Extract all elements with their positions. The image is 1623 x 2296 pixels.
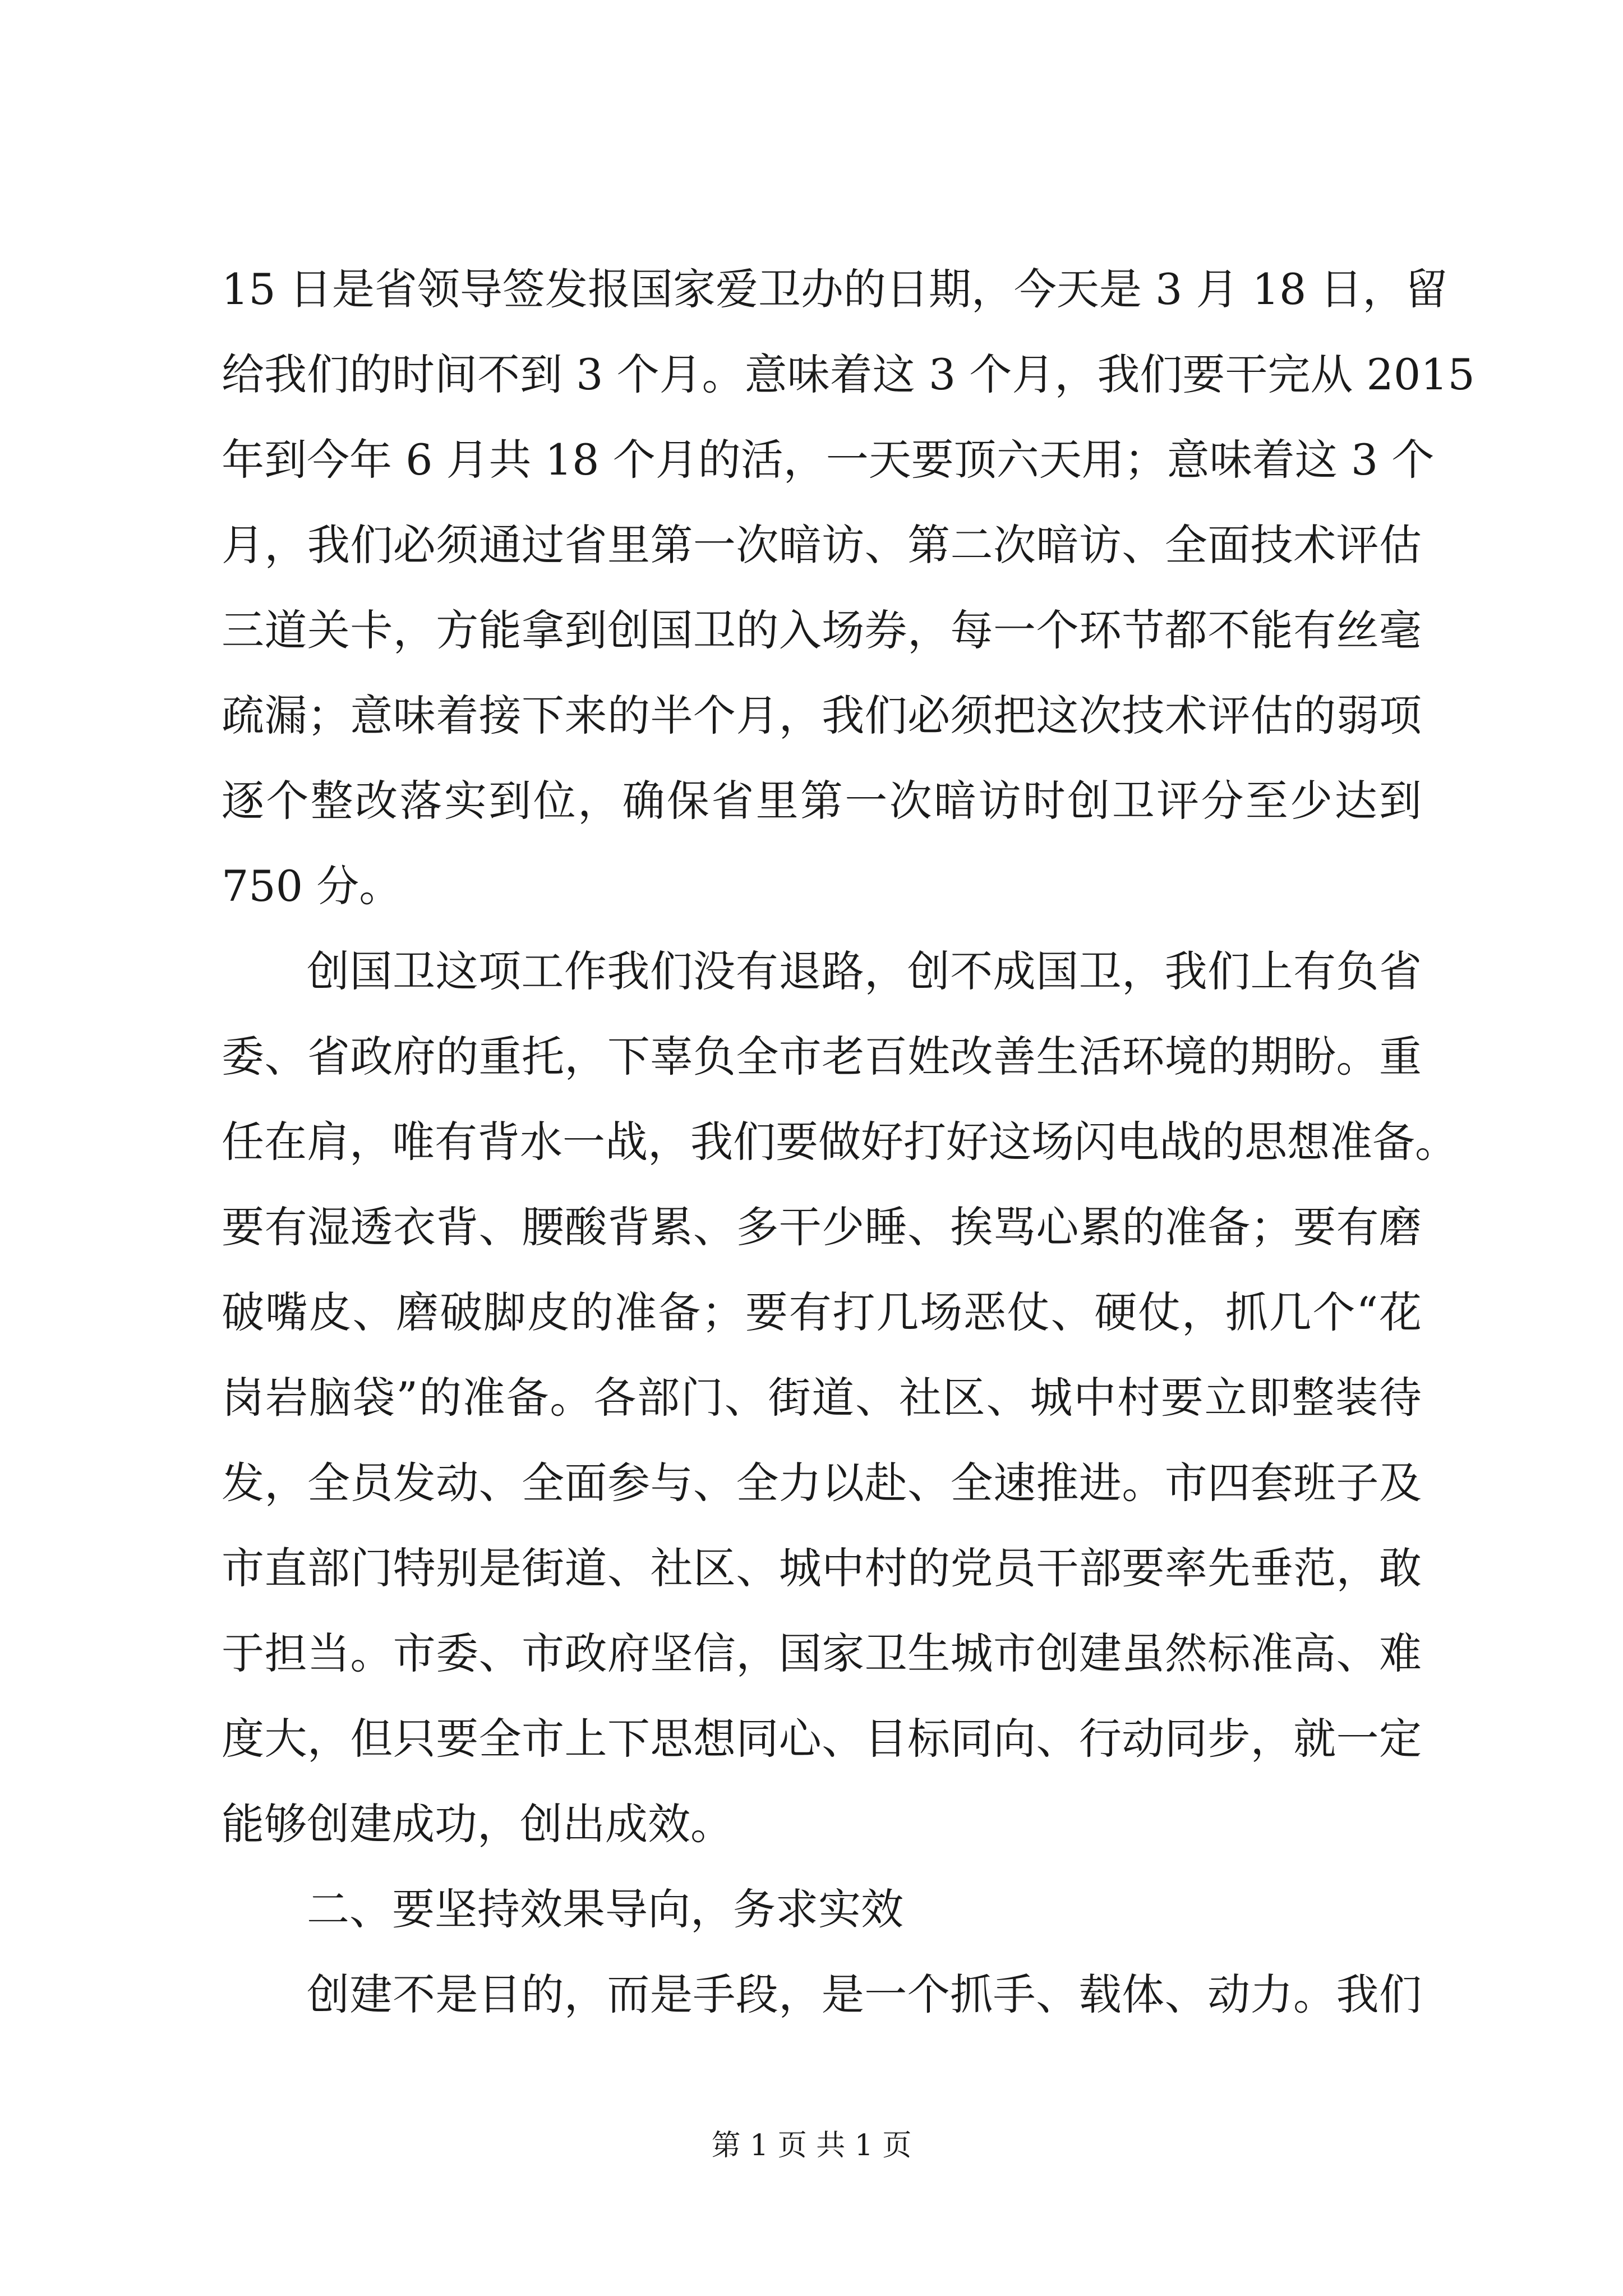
text-line-16: 市直部门特别是街道、社区、城中村的党员干部要率先垂范，敢	[222, 1543, 1422, 1593]
text-line-8: 750 分。	[222, 861, 402, 911]
text-line-18: 度大，但只要全市上下思想同心、目标同向、行动同步，就一定	[222, 1714, 1422, 1764]
text-line-3: 年到今年 6 月共 18 个月的活，一天要顶六天用；意味着这 3 个	[222, 435, 1435, 485]
text-line-9: 创国卫这项工作我们没有退路，创不成国卫，我们上有负省	[307, 946, 1422, 996]
document-body	[222, 247, 1475, 2037]
text-line-15: 发，全员发动、全面参与、全力以赴、全速推进。市四套班子及	[222, 1458, 1422, 1508]
text-line-21: 创建不是目的，而是手段，是一个抓手、载体、动力。我们	[307, 1970, 1422, 2019]
text-line-13: 破嘴皮、磨破脚皮的准备；要有打几场恶仗、硬仗，抓几个“花	[222, 1287, 1422, 1337]
text-line-6: 疏漏；意味着接下来的半个月，我们必须把这次技术评估的弱项	[222, 691, 1422, 740]
text-line-11: 任在肩，唯有背水一战，我们要做好打好这场闪电战的思想准备。	[222, 1117, 1458, 1167]
text-line-19: 能够创建成功，创出成效。	[222, 1799, 733, 1849]
text-line-17: 于担当。市委、市政府坚信，国家卫生城市创建虽然标准高、难	[222, 1628, 1422, 1678]
text-line-5: 三道关卡，方能拿到创国卫的入场券，每一个环节都不能有丝毫	[222, 605, 1422, 655]
text-line-12: 要有湿透衣背、腰酸背累、多干少睡、挨骂心累的准备；要有磨	[222, 1202, 1422, 1252]
text-line-14: 岗岩脑袋”的准备。各部门、街道、社区、城中村要立即整装待	[222, 1373, 1422, 1423]
text-line-10: 委、省政府的重托，下辜负全市老百姓改善生活环境的期盼。重	[222, 1032, 1422, 1082]
text-line-7: 逐个整改落实到位，确保省里第一次暗访时创卫评分至少达到	[222, 776, 1422, 826]
text-line-4: 月，我们必须通过省里第一次暗访、第二次暗访、全面技术评估	[222, 520, 1422, 570]
text-line-1: 15 日是省领导签发报国家爱卫办的日期，今天是 3 月 18 日，留	[222, 264, 1448, 314]
page-footer: 第 1 页 共 1 页	[711, 2129, 912, 2162]
section-heading: 二、要坚持效果导向，务求实效	[307, 1884, 903, 1934]
text-line-2: 给我们的时间不到 3 个月。意味着这 3 个月，我们要干完从 2015	[222, 349, 1475, 399]
